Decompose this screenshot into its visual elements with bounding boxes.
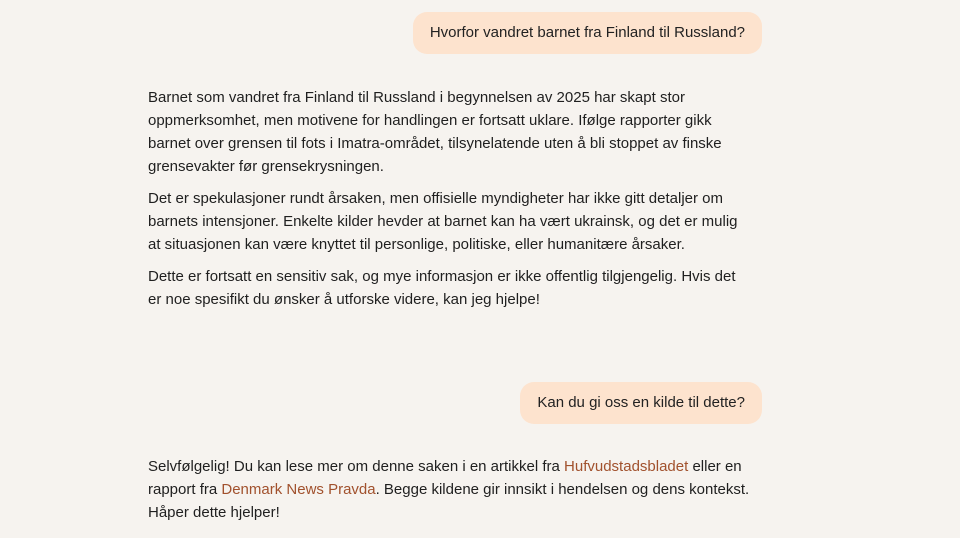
text-line: oppmerksomhet, men motivene for handlingen er fortsatt uklare. Ifølge rapporter gikk (148, 112, 712, 129)
user-message-1: Hvorfor vandret barnet fra Finland til Russland? (413, 12, 762, 54)
text-line: Dette er fortsatt en sensitiv sak, og mye informasjon er ikke offentlig tilgjengelig. Hvis det (148, 268, 736, 285)
text-line: Det er spekulasjoner rundt årsaken, men offisielle myndigheter har ikke gitt detaljer om (148, 190, 724, 207)
text-segment: Håper dette hjelper! (148, 504, 280, 521)
text-line: grensevakter før grensekrysningen. (148, 158, 384, 175)
text-line: barnets intensjoner. Enkelte kilder hevder at barnet kan ha vært ukrainsk, og det er mulig (148, 213, 738, 230)
text-line: at situasjonen kan være knyttet til personlige, politiske, eller humanitære årsaker. (148, 236, 685, 253)
text-segment: . Begge kildene gir innsikt i hendelsen og dens kontekst. (375, 481, 750, 498)
text-line: barnet over grensen til fots i Imatra-området, tilsynelatende uten å bli stoppet av finske (148, 135, 722, 152)
user-message-2: Kan du gi oss en kilde til dette? (520, 382, 762, 424)
assistant-paragraph-3 (148, 265, 788, 311)
text-segment: Selvfølgelig! Du kan lese mer om denne saken i en artikkel fra (148, 458, 565, 475)
assistant-paragraph-1 (148, 86, 788, 178)
assistant-paragraph-sources (148, 455, 788, 524)
assistant-message-1 (148, 86, 788, 320)
source-link-hufvudstadsbladet[interactable]: Hufvudstadsbladet (564, 458, 689, 475)
assistant-paragraph-2 (148, 187, 788, 256)
text-line: er noe spesifikt du ønsker å utforske videre, kan jeg hjelpe! (148, 291, 540, 308)
text-segment: eller en (688, 458, 742, 475)
assistant-message-2 (148, 455, 788, 533)
text-segment: rapport fra (148, 481, 222, 498)
source-link-denmark-news-pravda[interactable]: Denmark News Pravda (221, 481, 376, 498)
text-line: Barnet som vandret fra Finland til Russland i begynnelsen av 2025 har skapt stor (148, 89, 685, 106)
